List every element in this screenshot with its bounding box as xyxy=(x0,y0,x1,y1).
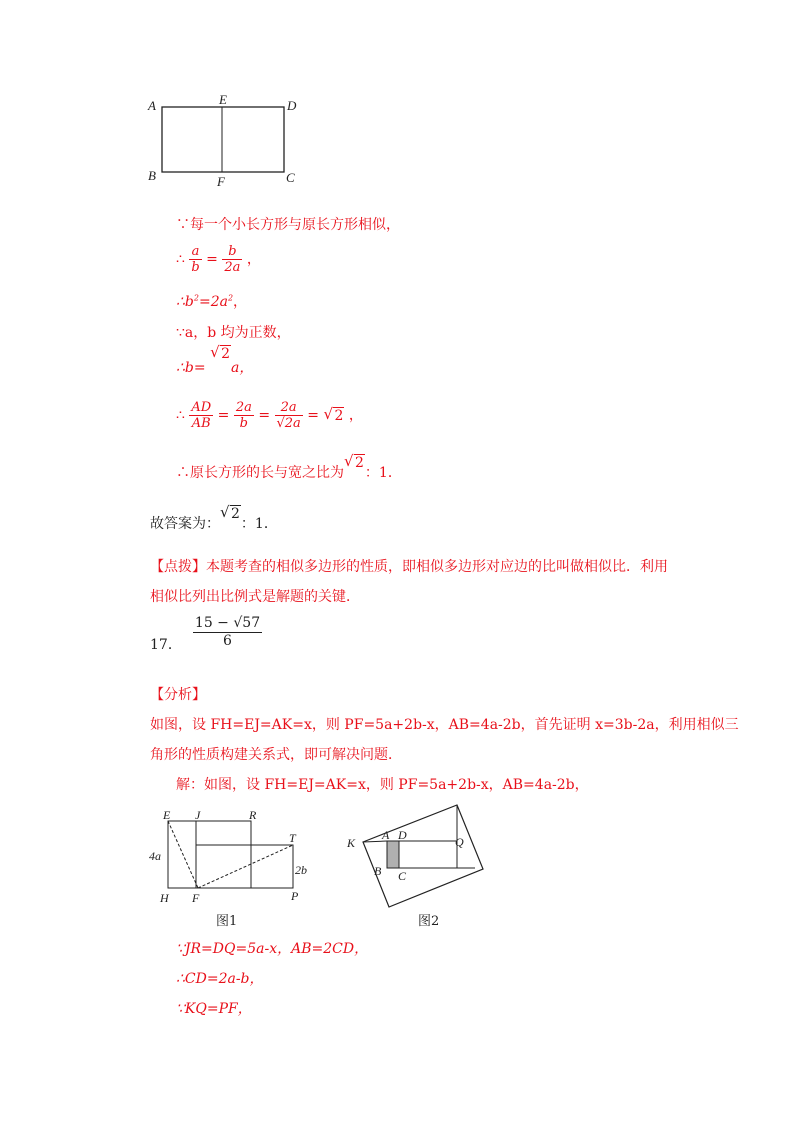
solution-line-6: ∴ $\frac{AD}{AB}$ = $\frac{2a}{b}$ = $\frac{2a}{√2a}$ = √ 2 ， xyxy=(176,400,363,431)
fraction-a-over-b: $\frac{a}{b}$ xyxy=(191,244,200,275)
analysis-line-3: 解：如图，设 FH=EJ=AK=x，则 PF=5a+2b-x，AB=4a-2b， xyxy=(176,777,589,793)
fraction-b-over-2a: $\frac{b}{2a}$ xyxy=(224,244,241,275)
analysis-line-2: 角形的性质构建关系式，即可解决问题． xyxy=(150,747,402,763)
analysis-line-1: 如图，设 FH=EJ=AK=x，则 PF=5a+2b-x，AB=4a-2b，首先证明 x=3b-2a，利用相似三 xyxy=(150,717,739,733)
sqrt-2: √ 2 xyxy=(210,343,230,362)
rectangle-figure xyxy=(140,90,310,190)
label-A: A xyxy=(148,98,156,113)
label-J: J xyxy=(195,808,201,822)
solution-line-3: $\therefore b^2=2a^2$， xyxy=(176,293,248,310)
label-4a: 4a xyxy=(149,849,161,863)
tip-bracket: 【点拨】 xyxy=(150,559,206,575)
solution-line-7: ∴原长方形的长与宽之比为 √ 2：1． xyxy=(176,452,402,481)
solution-line-5: ∴b= √ 2a， xyxy=(176,343,254,376)
analysis-heading: 【分析】 xyxy=(150,687,206,703)
label-F1: F xyxy=(192,891,200,905)
label-D2: D xyxy=(398,828,407,842)
label-T: T xyxy=(289,831,296,845)
fraction-2a-over-sqrt2a: $\frac{2a}{√2a}$ xyxy=(276,400,301,431)
solution-line-4: ∵a，b 均为正数， xyxy=(176,325,291,341)
sqrt-2-ratio: √ 2 xyxy=(344,452,364,471)
solution17-line-2: ∴CD=2a-b， xyxy=(176,971,264,987)
figure-2-diagram xyxy=(340,796,500,916)
label-B: B xyxy=(148,168,156,183)
answer-line: 故答案为： √ 2：1． xyxy=(150,503,278,532)
solution17-line-3: ∵KQ=PF， xyxy=(176,1001,252,1017)
question-number: 17． xyxy=(150,637,182,653)
label-B2: B xyxy=(374,864,382,878)
tip-line-1: 【点拨】本题考查的相似多边形的性质，即相似多边形对应边的比叫做相似比．利用 xyxy=(150,559,668,575)
label-D: D xyxy=(287,98,297,113)
label-R: R xyxy=(249,808,257,822)
question-17-answer xyxy=(150,615,262,653)
sqrt-2-result: √ 2 xyxy=(323,404,344,424)
label-E: E xyxy=(219,92,227,107)
fraction-AD-over-AB: $\frac{AD}{AB}$ xyxy=(191,400,212,431)
label-K: K xyxy=(347,836,356,850)
label-C: C xyxy=(286,170,295,185)
label-E1: E xyxy=(163,808,171,822)
equals-sign: = xyxy=(206,251,218,268)
tip-line-2: 相似比列出比例式是解题的关键． xyxy=(150,589,360,605)
caption-figure-1: 图1 xyxy=(216,914,238,929)
label-P: P xyxy=(291,889,299,903)
fraction-2a-over-b: $\frac{2a}{b}$ xyxy=(235,400,252,431)
label-C2: C xyxy=(398,869,407,883)
label-2b: 2b xyxy=(295,863,307,877)
answer-sqrt-2: √ 2 xyxy=(220,503,240,522)
label-Q: Q xyxy=(455,835,464,849)
comma: ， xyxy=(246,251,261,268)
label-H: H xyxy=(160,891,169,905)
solution-line-1: ∵每一个小长方形与原长方形相似， xyxy=(176,217,400,233)
label-F: F xyxy=(217,174,225,189)
solution17-line-1: ∵JR=DQ=5a-x，AB=2CD， xyxy=(176,941,369,957)
label-A2: A xyxy=(382,828,390,842)
fraction-answer-17: $\frac{15 - √57}{6}$ xyxy=(194,615,261,649)
caption-figure-2: 图2 xyxy=(418,914,440,929)
solution-line-2 xyxy=(176,244,261,275)
therefore-symbol: ∴ xyxy=(176,251,185,268)
